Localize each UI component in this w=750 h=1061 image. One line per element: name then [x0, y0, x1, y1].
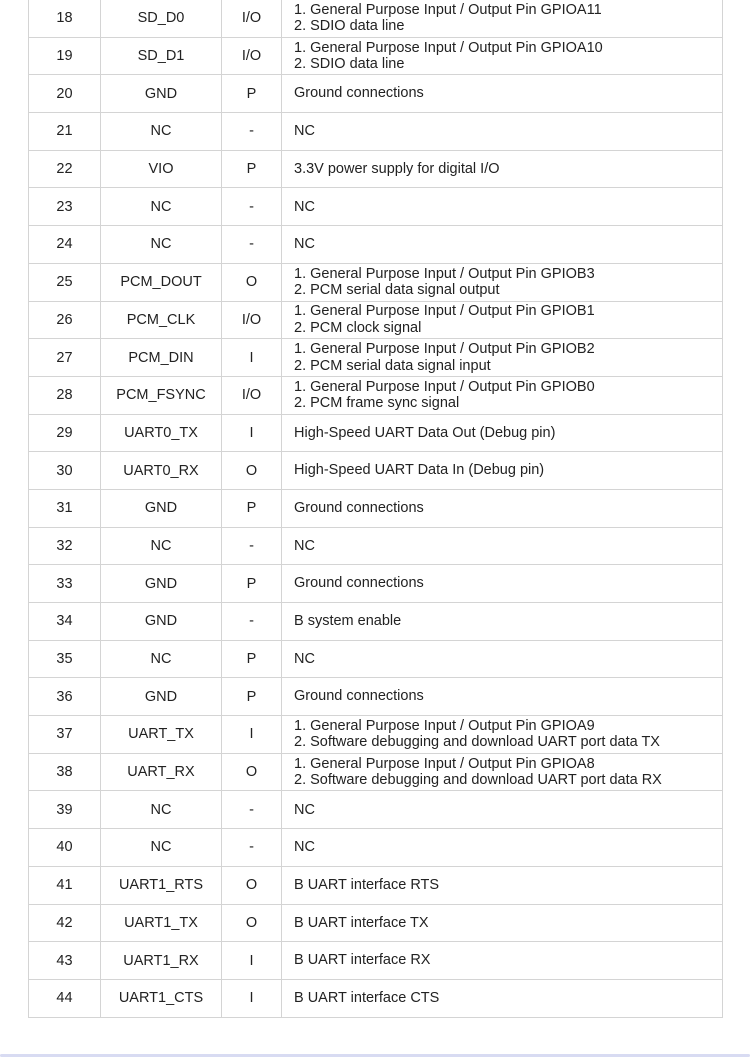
description-line: B UART interface RX [294, 952, 431, 969]
pin-name-cell: GND [101, 603, 222, 641]
pin-type-cell: P [222, 150, 282, 188]
pin-type-cell: I [222, 942, 282, 980]
pin-description-cell [282, 452, 723, 490]
pin-description-cell [282, 829, 723, 867]
pin-name-cell: GND [101, 565, 222, 603]
table-row [29, 753, 723, 791]
table-row [29, 226, 723, 264]
table-row [29, 376, 723, 414]
description-line: NC [294, 198, 315, 215]
description-line: 1. General Purpose Input / Output Pin GPIOA8 [294, 755, 595, 772]
pin-number-cell: 26 [29, 301, 101, 339]
pin-table-body [29, 0, 723, 1017]
description-line: NC [294, 236, 315, 253]
description-line: 2. SDIO data line [294, 56, 405, 73]
pin-description-cell [282, 942, 723, 980]
pin-description-cell [282, 904, 723, 942]
pin-number-cell: 34 [29, 603, 101, 641]
pin-type-cell: I [222, 414, 282, 452]
description-line: Ground connections [294, 500, 424, 517]
pin-name-cell: UART0_RX [101, 452, 222, 490]
pin-number-cell: 36 [29, 678, 101, 716]
pin-name-cell: UART1_CTS [101, 979, 222, 1017]
table-row [29, 339, 723, 377]
table-row [29, 565, 723, 603]
description-line: 1. General Purpose Input / Output Pin GPIOA10 [294, 39, 603, 56]
pin-description-cell [282, 527, 723, 565]
pin-name-cell: UART_RX [101, 753, 222, 791]
description-line: B UART interface CTS [294, 989, 440, 1006]
table-row [29, 942, 723, 980]
pin-number-cell: 29 [29, 414, 101, 452]
pin-type-cell: - [222, 113, 282, 151]
description-line: 1. General Purpose Input / Output Pin GPIOA11 [294, 1, 602, 18]
pin-number-cell: 18 [29, 0, 101, 37]
pin-number-cell: 20 [29, 75, 101, 113]
pin-number-cell: 35 [29, 640, 101, 678]
pin-name-cell: PCM_DIN [101, 339, 222, 377]
description-line: Ground connections [294, 85, 424, 102]
pin-number-cell: 43 [29, 942, 101, 980]
pin-name-cell: UART1_RX [101, 942, 222, 980]
description-line: 2. PCM clock signal [294, 319, 422, 336]
pin-type-cell: - [222, 603, 282, 641]
pin-name-cell: NC [101, 527, 222, 565]
pin-name-cell: NC [101, 113, 222, 151]
description-line: 2. PCM serial data signal input [294, 357, 491, 374]
pin-type-cell: - [222, 527, 282, 565]
pin-number-cell: 32 [29, 527, 101, 565]
table-row [29, 301, 723, 339]
table-row [29, 904, 723, 942]
description-line: 2. Software debugging and download UART port data TX [294, 734, 660, 751]
table-row [29, 452, 723, 490]
table-row [29, 489, 723, 527]
pin-number-cell: 38 [29, 753, 101, 791]
table-row [29, 414, 723, 452]
pin-number-cell: 33 [29, 565, 101, 603]
pin-type-cell: I/O [222, 0, 282, 37]
description-line: NC [294, 801, 315, 818]
description-line: 1. General Purpose Input / Output Pin GPIOB2 [294, 341, 595, 358]
pin-name-cell: NC [101, 188, 222, 226]
description-line: Ground connections [294, 575, 424, 592]
pin-description-cell [282, 150, 723, 188]
pin-description-cell [282, 376, 723, 414]
pin-name-cell: PCM_FSYNC [101, 376, 222, 414]
table-row [29, 150, 723, 188]
pin-number-cell: 24 [29, 226, 101, 264]
table-row [29, 75, 723, 113]
pin-type-cell: P [222, 640, 282, 678]
pin-description-cell [282, 979, 723, 1017]
pin-description-cell [282, 565, 723, 603]
pin-type-cell: - [222, 791, 282, 829]
table-row [29, 678, 723, 716]
pin-description-cell [282, 339, 723, 377]
pin-name-cell: UART1_TX [101, 904, 222, 942]
description-line: High-Speed UART Data In (Debug pin) [294, 462, 545, 479]
table-row [29, 188, 723, 226]
pin-number-cell: 39 [29, 791, 101, 829]
pin-name-cell: UART0_TX [101, 414, 222, 452]
table-row [29, 603, 723, 641]
pin-name-cell: NC [101, 226, 222, 264]
pin-type-cell: I [222, 716, 282, 754]
table-row [29, 866, 723, 904]
pin-number-cell: 31 [29, 489, 101, 527]
pin-type-cell: O [222, 452, 282, 490]
pin-number-cell: 22 [29, 150, 101, 188]
pin-description-cell [282, 414, 723, 452]
pin-name-cell: PCM_CLK [101, 301, 222, 339]
pin-type-cell: - [222, 226, 282, 264]
description-line: NC [294, 650, 315, 667]
description-line: 2. SDIO data line [294, 18, 405, 35]
description-line: 1. General Purpose Input / Output Pin GPIOB0 [294, 378, 595, 395]
description-line: NC [294, 537, 315, 554]
table-row [29, 829, 723, 867]
pin-description-cell [282, 678, 723, 716]
description-line: 2. PCM serial data signal output [294, 282, 500, 299]
pin-description-cell [282, 37, 723, 75]
description-line: 2. Software debugging and download UART port data RX [294, 772, 662, 789]
pin-number-cell: 19 [29, 37, 101, 75]
description-line: High-Speed UART Data Out (Debug pin) [294, 424, 556, 441]
pin-name-cell: SD_D0 [101, 0, 222, 37]
pin-number-cell: 41 [29, 866, 101, 904]
pin-name-cell: NC [101, 791, 222, 829]
pin-type-cell: P [222, 489, 282, 527]
description-line: 1. General Purpose Input / Output Pin GPIOB3 [294, 265, 595, 282]
pin-number-cell: 40 [29, 829, 101, 867]
pin-type-cell: - [222, 829, 282, 867]
description-line: B UART interface TX [294, 914, 429, 931]
pin-number-cell: 37 [29, 716, 101, 754]
pin-type-cell: - [222, 188, 282, 226]
pin-name-cell: NC [101, 640, 222, 678]
description-line: NC [294, 839, 315, 856]
pin-type-cell: I/O [222, 37, 282, 75]
table-row [29, 791, 723, 829]
pin-type-cell: I [222, 339, 282, 377]
pin-number-cell: 23 [29, 188, 101, 226]
table-row [29, 640, 723, 678]
table-row [29, 716, 723, 754]
pin-number-cell: 27 [29, 339, 101, 377]
pin-name-cell: NC [101, 829, 222, 867]
pin-number-cell: 25 [29, 263, 101, 301]
pin-name-cell: GND [101, 75, 222, 113]
pin-description-cell [282, 716, 723, 754]
pin-number-cell: 42 [29, 904, 101, 942]
pin-description-cell [282, 188, 723, 226]
description-line: Ground connections [294, 688, 424, 705]
pin-type-cell: I [222, 979, 282, 1017]
table-row [29, 113, 723, 151]
bottom-divider [0, 1054, 750, 1057]
pin-definition-table [28, 0, 723, 1018]
pin-type-cell: O [222, 866, 282, 904]
pin-description-cell [282, 866, 723, 904]
pin-description-cell [282, 75, 723, 113]
description-line: B system enable [294, 613, 402, 630]
pin-name-cell: VIO [101, 150, 222, 188]
pin-type-cell: P [222, 678, 282, 716]
pin-type-cell: I/O [222, 376, 282, 414]
pin-type-cell: O [222, 904, 282, 942]
pin-description-cell [282, 226, 723, 264]
pin-type-cell: O [222, 753, 282, 791]
description-line: B UART interface RTS [294, 876, 440, 893]
table-row [29, 0, 723, 37]
pin-number-cell: 28 [29, 376, 101, 414]
pin-type-cell: I/O [222, 301, 282, 339]
pin-name-cell: GND [101, 489, 222, 527]
table-row [29, 527, 723, 565]
description-line: 3.3V power supply for digital I/O [294, 160, 500, 177]
pin-name-cell: GND [101, 678, 222, 716]
pin-description-cell [282, 489, 723, 527]
pin-type-cell: P [222, 565, 282, 603]
pin-description-cell [282, 113, 723, 151]
pin-type-cell: O [222, 263, 282, 301]
pin-name-cell: SD_D1 [101, 37, 222, 75]
description-line: 1. General Purpose Input / Output Pin GPIOB1 [294, 303, 595, 320]
description-line: 2. PCM frame sync signal [294, 395, 460, 412]
pin-number-cell: 44 [29, 979, 101, 1017]
pin-number-cell: 30 [29, 452, 101, 490]
pin-number-cell: 21 [29, 113, 101, 151]
pin-description-cell [282, 753, 723, 791]
pin-description-cell [282, 263, 723, 301]
pin-description-cell [282, 603, 723, 641]
pin-name-cell: UART1_RTS [101, 866, 222, 904]
table-row [29, 979, 723, 1017]
pin-description-cell [282, 0, 723, 37]
pin-type-cell: P [222, 75, 282, 113]
pin-description-cell [282, 301, 723, 339]
pin-description-cell [282, 640, 723, 678]
table-row [29, 263, 723, 301]
description-line: NC [294, 123, 315, 140]
description-line: 1. General Purpose Input / Output Pin GPIOA9 [294, 717, 595, 734]
table-row [29, 37, 723, 75]
pin-name-cell: UART_TX [101, 716, 222, 754]
pin-description-cell [282, 791, 723, 829]
pin-name-cell: PCM_DOUT [101, 263, 222, 301]
